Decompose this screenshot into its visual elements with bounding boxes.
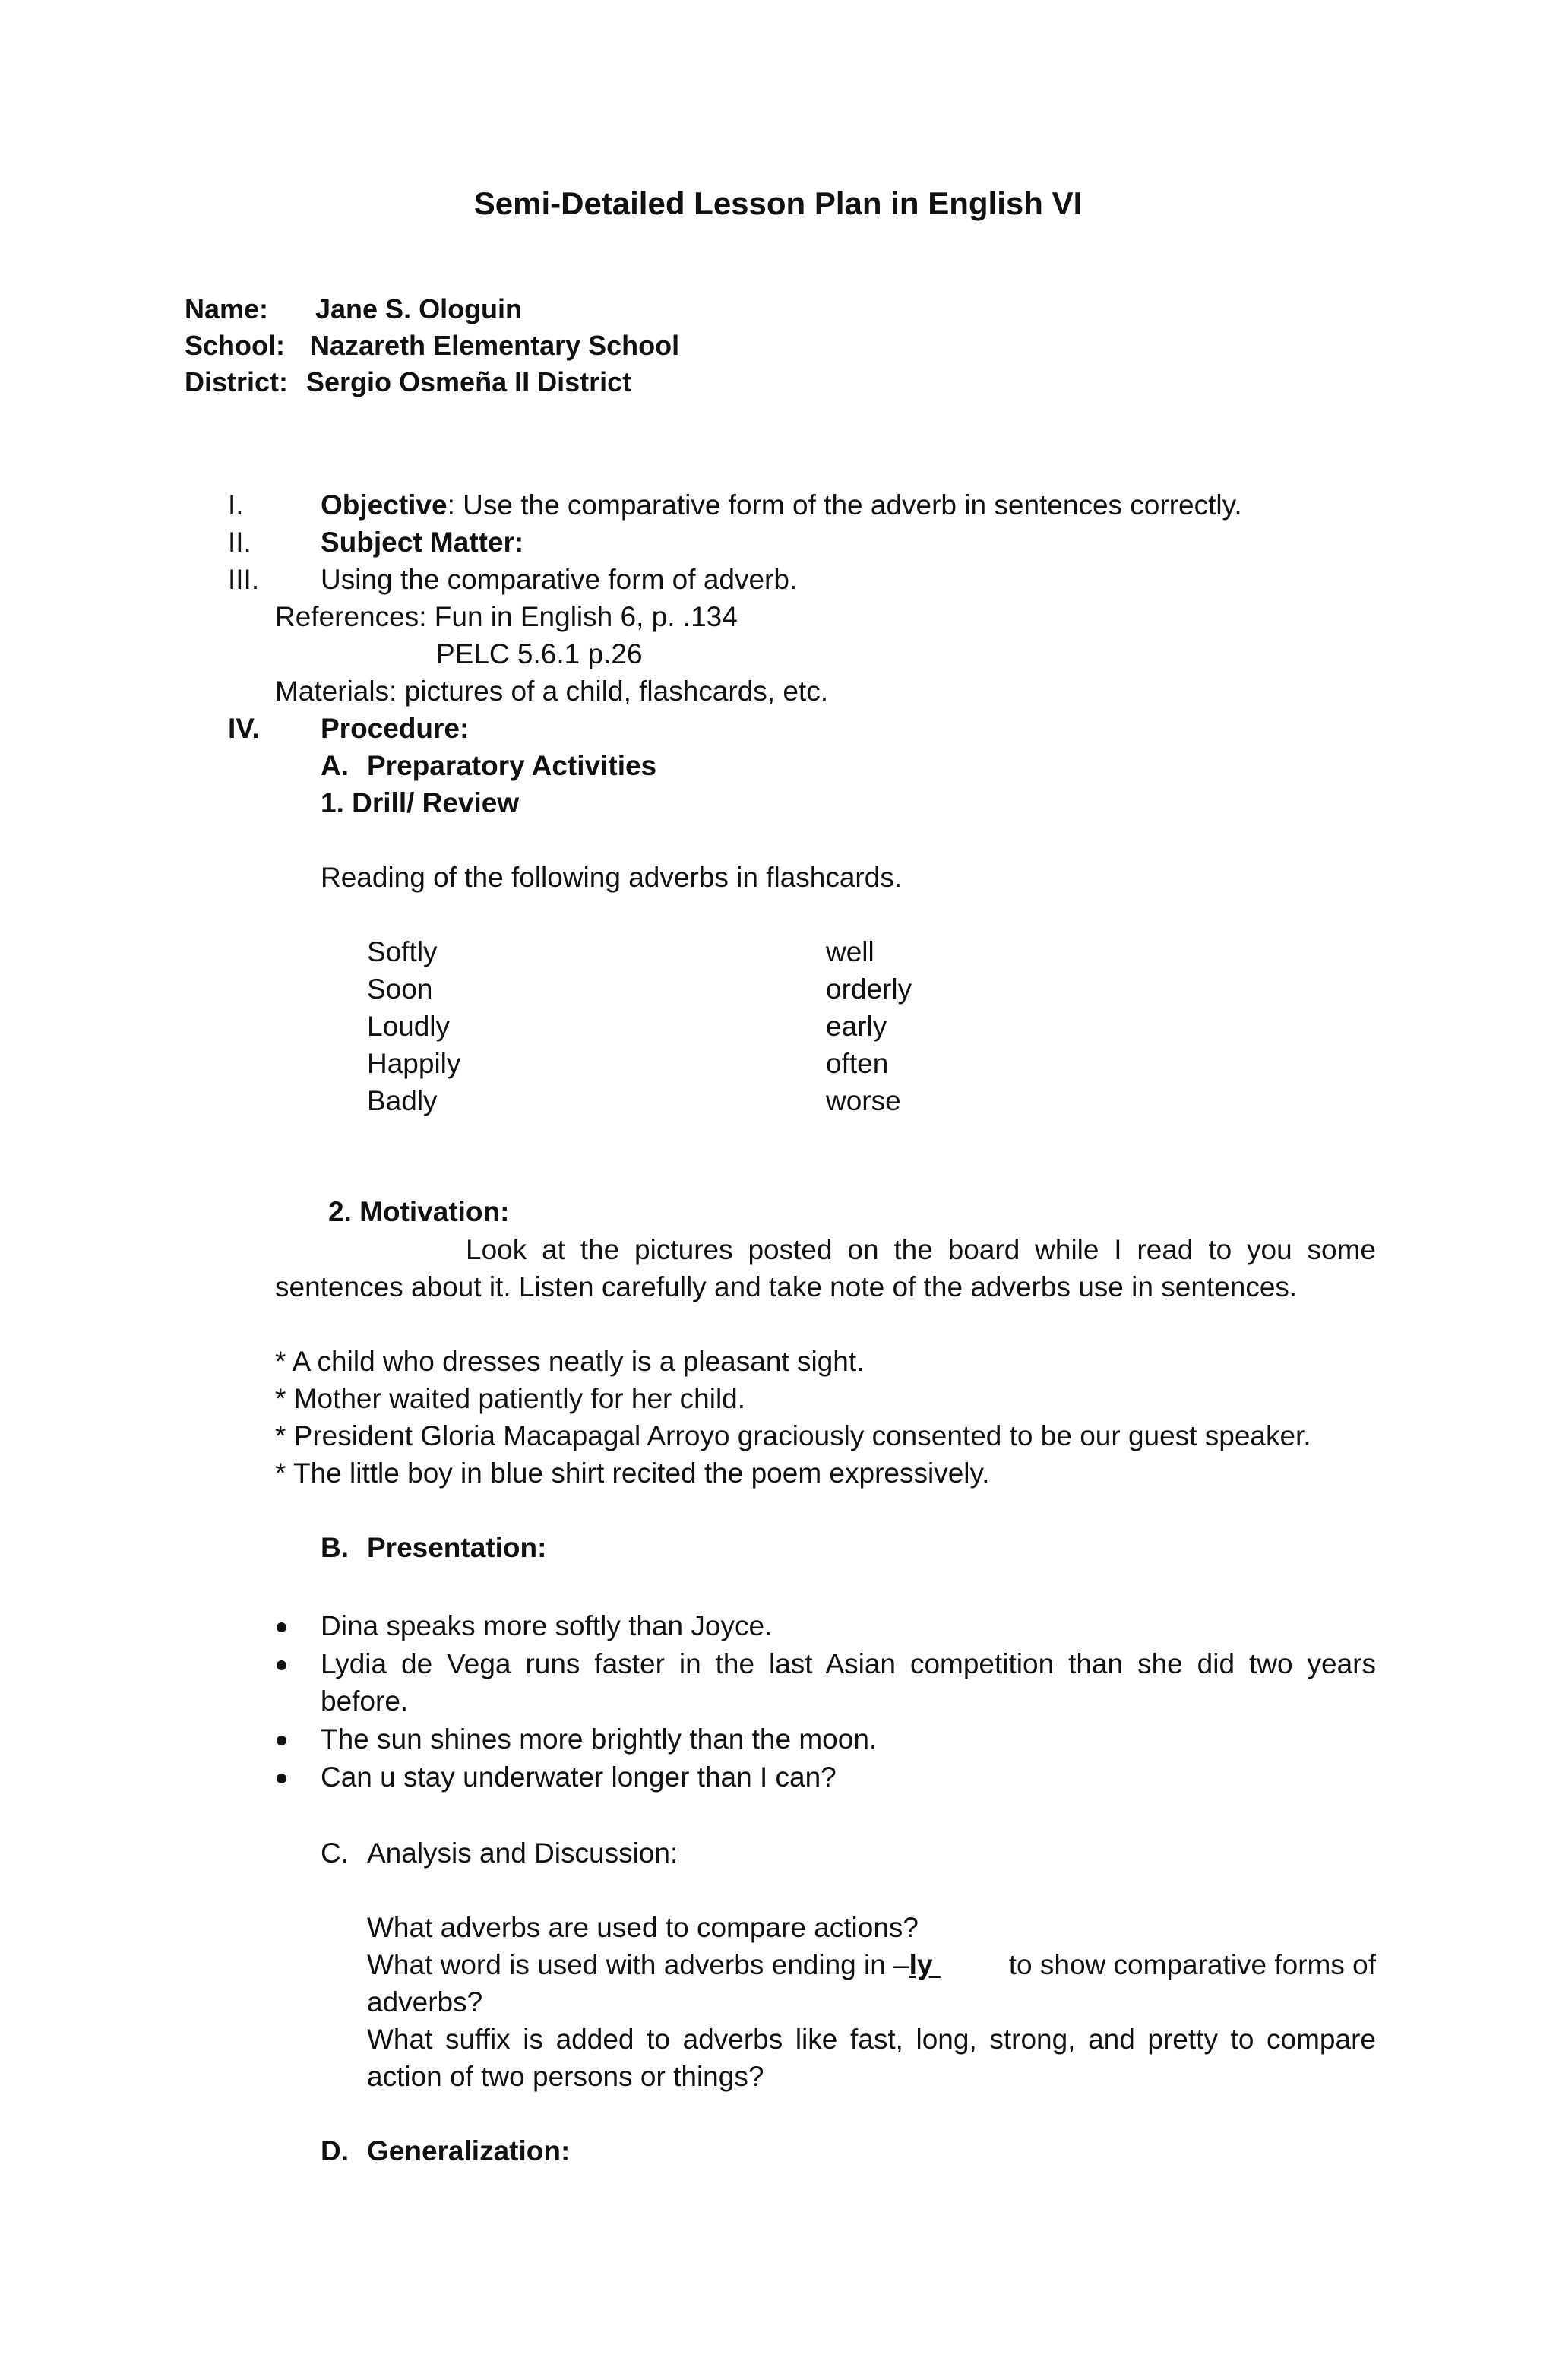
adverb-right-4: often (826, 1048, 889, 1079)
analysis-question-1: What adverbs are used to compare actions? (367, 1912, 919, 1943)
outline-num-ii: II. (228, 527, 251, 558)
adverb-right-3: early (826, 1011, 887, 1042)
presentation-bullet-2-cont: before. (321, 1685, 409, 1717)
outline-num-iv: IV. (228, 713, 260, 744)
motivation-sentence-3: * President Gloria Macapagal Arroyo graciously consented to be our guest speaker. (275, 1420, 1311, 1451)
name-label: Name: (185, 293, 269, 324)
motivation-line-1: Look at the pictures posted on the board while I read to you some (466, 1234, 1376, 1265)
drill-review-heading: 1. Drill/ Review (321, 787, 520, 818)
presentation-bullet-2: Lydia de Vega runs faster in the last Asian competition than she did two years (321, 1648, 1376, 1679)
motivation-sentence-2: * Mother waited patiently for her child. (275, 1383, 746, 1414)
adverb-left-3: Loudly (367, 1011, 451, 1042)
name-row (185, 293, 523, 325)
school-label: School: (185, 330, 285, 361)
section-c-label: Analysis and Discussion: (367, 1837, 678, 1869)
presentation-bullet-1: Dina speaks more softly than Joyce. (321, 1610, 773, 1641)
analysis-question-2 (367, 1946, 1376, 1983)
motivation-sentence-4: * The little boy in blue shirt recited the poem expressively. (275, 1457, 990, 1489)
blank-underline (933, 1946, 976, 1983)
presentation-bullet-4: Can u stay underwater longer than I can? (321, 1761, 837, 1793)
drill-intro: Reading of the following adverbs in flashcards. (321, 862, 903, 893)
subject-matter-label: Subject Matter: (321, 527, 524, 558)
objective-text: : Use the comparative form of the adverb in sentences correctly. (447, 489, 1242, 521)
district-value: Sergio Osmeña II District (306, 366, 632, 397)
subject-matter-text: Using the comparative form of adverb. (321, 564, 798, 595)
section-b-letter: B. (321, 1532, 349, 1563)
bullet-dot-2 (277, 1660, 286, 1670)
section-b-label: Presentation: (367, 1532, 547, 1563)
presentation-bullet-3: The sun shines more brightly than the moon. (321, 1723, 878, 1755)
adverb-right-5: worse (826, 1085, 901, 1116)
adverb-left-2: Soon (367, 973, 433, 1005)
section-a-label: Preparatory Activities (367, 750, 657, 781)
adverb-left-1: Softly (367, 936, 438, 967)
adverb-right-2: orderly (826, 973, 912, 1005)
district-label: District: (185, 366, 289, 397)
outline-num-i: I. (228, 489, 244, 521)
section-d-label: Generalization: (367, 2135, 571, 2166)
references-line: References: Fun in English 6, p. .134 (275, 601, 738, 632)
analysis-question-3: What suffix is added to adverbs like fast, long, strong, and pretty to compare (367, 2024, 1376, 2055)
pelc-line: PELC 5.6.1 p.26 (436, 638, 643, 669)
objective-label: Objective (321, 489, 448, 521)
section-c-letter: C. (321, 1837, 349, 1869)
procedure-label: Procedure: (321, 713, 470, 744)
materials-line: Materials: pictures of a child, flashcards, etc. (275, 676, 828, 707)
motivation-sentence-1: * A child who dresses neatly is a pleasant sight. (275, 1346, 865, 1377)
motivation-heading: 2. Motivation: (328, 1196, 510, 1227)
analysis-question-2-end: to show comparative forms of (1008, 1949, 1376, 1980)
adverb-right-1: well (826, 936, 874, 967)
section-a-letter: A. (321, 750, 349, 781)
section-d-letter: D. (321, 2135, 349, 2166)
outline-num-iii: III. (228, 564, 260, 595)
analysis-question-2-cont: adverbs? (367, 1986, 483, 2018)
district-row (185, 366, 632, 398)
motivation-line-2: sentences about it. Listen carefully and take note of the adverbs use in sentences. (275, 1271, 1298, 1302)
bullet-dot-3 (277, 1736, 286, 1745)
adverb-left-5: Badly (367, 1085, 438, 1116)
analysis-question-3-cont: action of two persons or things? (367, 2061, 764, 2092)
school-row (185, 330, 680, 362)
school-value: Nazareth Elementary School (310, 330, 680, 361)
suffix-ly: ly (909, 1949, 933, 1980)
name-value: Jane S. Ologuin (315, 293, 523, 324)
objective-line (321, 486, 1242, 524)
adverb-left-4: Happily (367, 1048, 461, 1079)
bullet-dot-4 (277, 1774, 286, 1783)
analysis-question-2-start: What word is used with adverbs ending in – (367, 1949, 909, 1980)
page-title: Semi-Detailed Lesson Plan in English VI (473, 185, 1083, 221)
bullet-dot-1 (277, 1622, 286, 1632)
